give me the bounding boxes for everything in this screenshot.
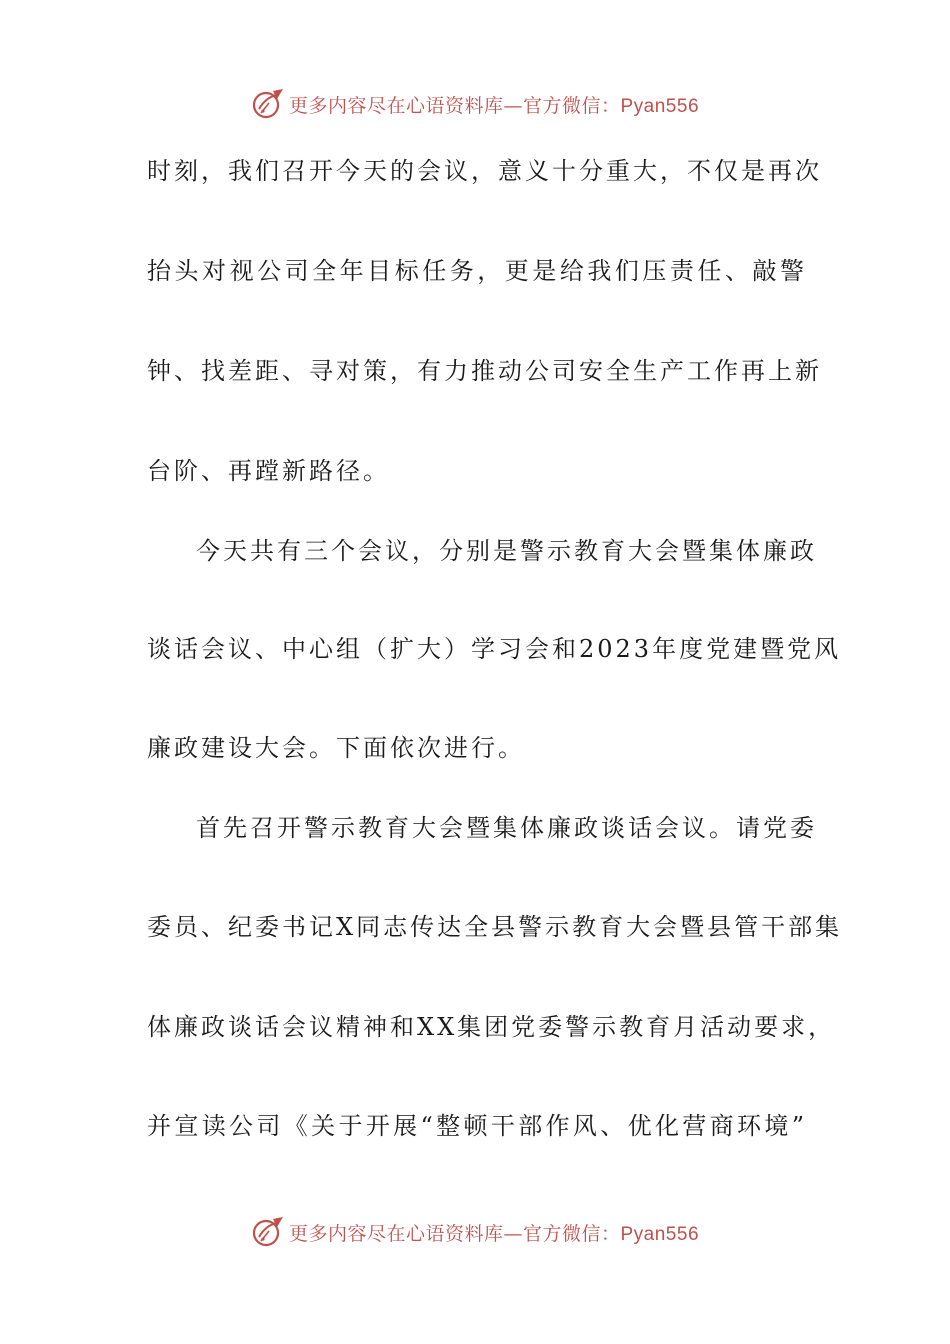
body-line: 时刻，我们召开今天的会议，意义十分重大，不仅是再次 xyxy=(147,157,822,185)
body-line: 抬头对视公司全年目标任务，更是给我们压责任、敲警 xyxy=(147,257,807,285)
header-wechat-id: Pyan556 xyxy=(620,95,700,117)
header-banner-label: 更多内容尽在心语资料库—官方微信： xyxy=(288,94,621,117)
footer-banner-text xyxy=(289,1219,699,1246)
pen-logo-icon xyxy=(251,1215,285,1249)
body-line: 台阶、再蹚新路径。 xyxy=(147,457,390,485)
body-line: 委员、纪委书记X同志传达全县警示教育大会暨县管干部集 xyxy=(147,913,843,941)
header-banner-text xyxy=(289,91,699,118)
body-line: 廉政建设大会。下面依次进行。 xyxy=(147,734,525,762)
body-line: 今天共有三个会议，分别是警示教育大会暨集体廉政 xyxy=(196,537,817,565)
body-line: 并宣读公司《关于开展“整顿干部作风、优化营商环境” xyxy=(147,1112,807,1140)
body-line: 首先召开警示教育大会暨集体廉政谈话会议。请党委 xyxy=(196,814,817,842)
footer-banner xyxy=(0,1212,950,1252)
footer-wechat-id: Pyan556 xyxy=(620,1223,700,1245)
body-line: 体廉政谈话会议精神和XX集团党委警示教育月活动要求， xyxy=(147,1013,836,1041)
body-line: 谈话会议、中心组（扩大）学习会和2023年度党建暨党风 xyxy=(147,635,842,663)
footer-banner-label: 更多内容尽在心语资料库—官方微信： xyxy=(288,1222,621,1245)
body-line: 钟、找差距、寻对策，有力推动公司安全生产工作再上新 xyxy=(147,357,822,385)
pen-logo-icon xyxy=(251,87,285,121)
header-banner xyxy=(0,84,950,124)
